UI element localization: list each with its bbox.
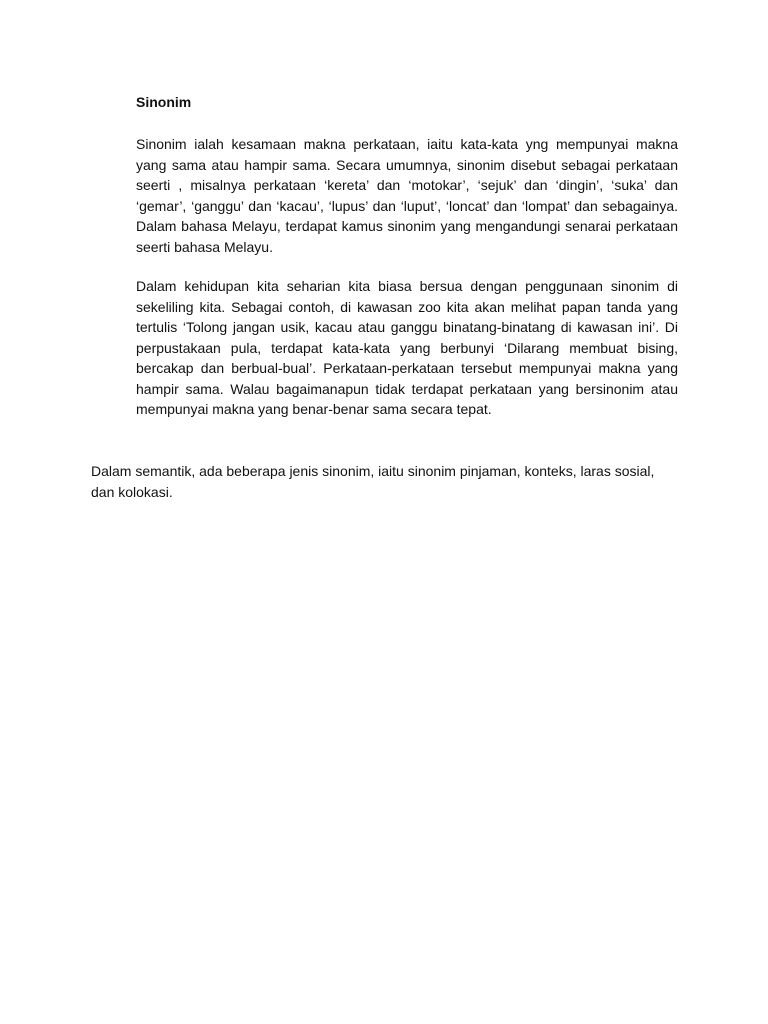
paragraph-examples: Dalam kehidupan kita seharian kita biasa bersua dengan penggunaan sinonim di sekeliling kita. Sebagai contoh, di kawasan zoo kita akan melihat papan tanda yang tertulis ‘Tolong jangan usik, kacau atau ganggu binatang-binatang di kawasan ini’. Di perpustakaan pula, terdapat kata-kata yang berbunyi ‘Dilarang membuat bising, bercakap dan berbual-bual’. Perkataan-perkataan tersebut mempunyai makna yang hampir sama. Walau bagaimanapun tidak terdapat perkataan yang bersinonim atau mempunyai makna yang benar-benar sama secara tepat. bbox=[136, 278, 678, 417]
paragraph-types: Dalam semantik, ada beberapa jenis sinonim, iaitu sinonim pinjaman, konteks, laras sosial, dan kolokasi. bbox=[91, 463, 655, 500]
document-heading: Sinonim bbox=[136, 94, 192, 110]
paragraph-definition: Sinonim ialah kesamaan makna perkataan, iaitu kata-kata yng mempunyai makna yang sama atau hampir sama. Secara umumnya, sinonim disebut sebagai perkataan seerti , misalnya perkataan ‘kereta’ dan ‘motokar’, ‘sejuk’ dan ‘dingin’, ‘suka’ dan ‘gemar’, ‘ganggu’ dan ‘kacau’, ‘lupus’ dan ‘luput’, ‘loncat’ dan ‘lompat’ dan sebagainya. Dalam bahasa Melayu, terdapat kamus sinonim yang mengandungi senarai perkataan seerti bahasa Melayu. bbox=[136, 136, 678, 255]
